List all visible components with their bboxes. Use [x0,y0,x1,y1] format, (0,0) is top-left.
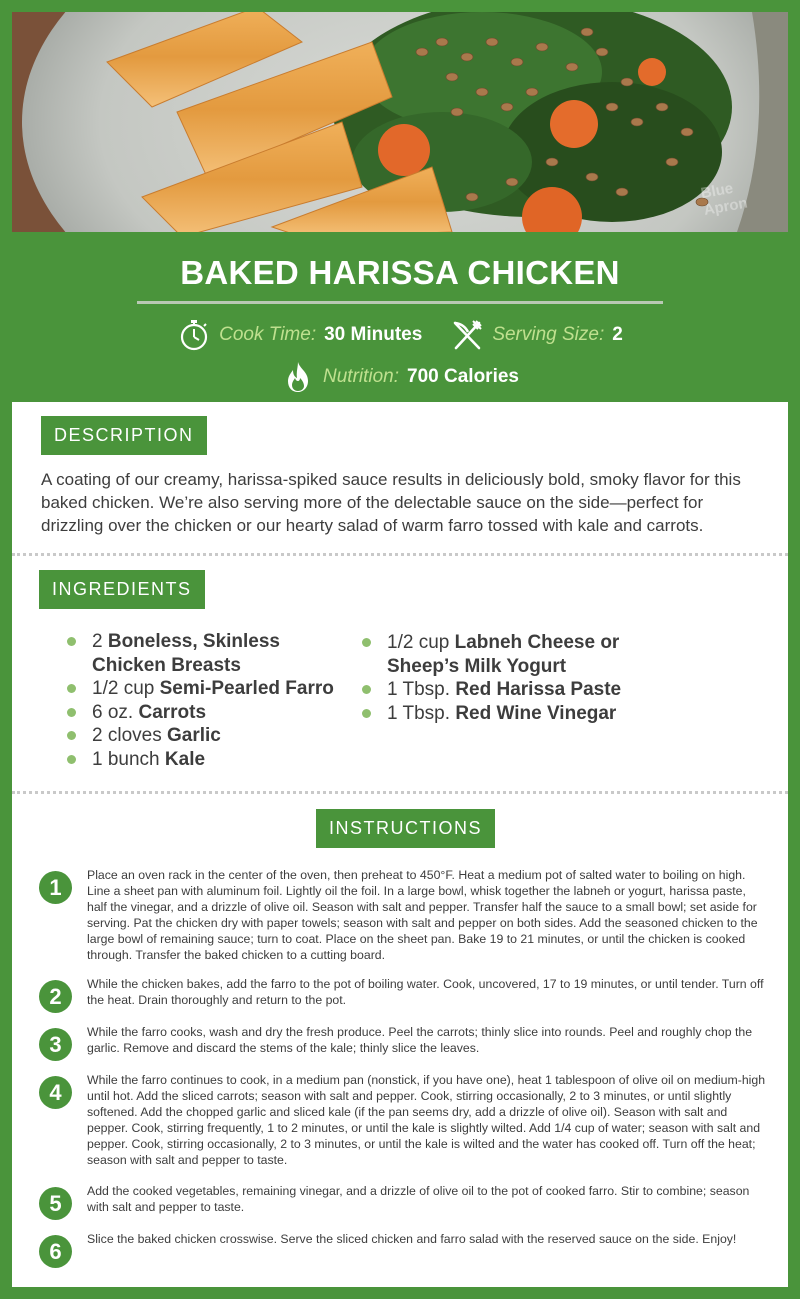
flame-icon [281,360,315,394]
ingredients-heading: INGREDIENTS [39,570,205,609]
recipe-header [0,232,800,402]
step-number: 2 [39,980,72,1013]
dish-illustration [12,12,788,232]
step-number: 3 [39,1028,72,1061]
serving-size-label: Serving Size: [492,324,605,345]
ingredient-item: 2 cloves Garlic [67,724,347,748]
step-number: 1 [39,871,72,904]
serving-size-value: 2 [612,324,623,345]
step-text: While the chicken bakes, add the farro to the pot of boiling water. Cook, uncovered, 17 to 19 minutes, or until tender. Turn off the heat. Drain thoroughly and return to the pot. [87,977,764,1007]
step-number: 5 [39,1187,72,1220]
title-divider [137,301,663,304]
description-text: A coating of our creamy, harissa-spiked sauce results in deliciously bold, smoky flavor for this baked chicken. We’re also serving more of the delectable sauce on the side—perfect for drizzling over the chicken or our hearty salad of warm farro tossed with kale and carrots. [41,470,741,535]
nutrition-label: Nutrition: [323,366,400,387]
ingredient-item: 1 Tbsp. Red Harissa Paste [362,678,632,702]
step-number: 4 [39,1076,72,1109]
serving-size [450,318,623,352]
ingredient-item: 2 Boneless, Skinless Chicken Breasts [67,630,347,677]
ingredients-list-right [362,631,632,725]
ingredients-list-left [67,630,347,771]
photo-watermark: Blue Apron [699,179,749,219]
section-divider [12,791,788,794]
step-text: While the farro cooks, wash and dry the fresh produce. Peel the carrots; thinly slice into rounds. Peel and roughly chop the garlic. Remove and discard the stems of the kale; thinly slice the leaves. [87,1025,753,1055]
instructions-heading: INSTRUCTIONS [316,809,495,848]
ingredient-item: 1 bunch Kale [67,748,347,772]
recipe-card [12,402,788,1287]
nutrition [281,360,519,394]
step-text: Add the cooked vegetables, remaining vinegar, and a drizzle of olive oil to the pot of cooked farro. Stir to combine; season with salt and pepper to taste. [87,1184,750,1214]
meta-row-primary [0,318,800,352]
step-text: Place an oven rack in the center of the oven, then preheat to 450°F. Heat a medium pot of salted water to boiling on high. Line a sheet pan with aluminum foil. Lightly oil the foil. In a large bowl, whisk together the labneh or yogurt, harissa paste, half the vinegar, and a drizzle of olive oil. Season with salt and pepper. Transfer half the sauce to a small bowl; set aside for serving. Pat the chicken dry with paper towels; season with salt and pepper on both sides. Add the seasoned chicken to the large bowl of remaining sauce; turn to coat. Place on the sheet pan. Bake 19 to 21 minutes, or until the chicken is cooked through. Transfer the baked chicken to a cutting board. [87,868,758,962]
ingredient-item: 1/2 cup Labneh Cheese or Sheep’s Milk Yogurt [362,631,632,678]
meta-row-secondary [0,360,800,394]
nutrition-value: 700 Calories [407,366,519,387]
ingredient-item: 1 Tbsp. Red Wine Vinegar [362,702,632,726]
hero-photo [12,12,788,232]
step-number: 6 [39,1235,72,1268]
section-divider [12,553,788,556]
ingredient-item: 1/2 cup Semi-Pearled Farro [67,677,347,701]
stopwatch-icon [177,318,211,352]
cook-time [177,318,422,352]
cook-time-value: 30 Minutes [324,324,423,345]
fork-knife-icon [450,318,484,352]
step-text: While the farro continues to cook, in a medium pan (nonstick, if you have one), heat 1 tablespoon of olive oil on medium-high until hot. Add the sliced carrots; season with salt and pepper. Cook, stirring occasionally, 2 to 3 minutes, or until slightly softened. Add the chopped garlic and sliced kale (if the pan seems dry, add a drizzle of olive oil). Season with salt and pepper. Cook, stirring frequently, 1 to 2 minutes, or until the kale is slightly wilted. Add 1/4 cup of water; season with salt and pepper. Cook, stirring occasionally, 2 to 3 minutes, or until the kale is wilted and the water has cooked off. Turn off the heat; season with salt and pepper to taste. [87,1073,766,1167]
step-text: Slice the baked chicken crosswise. Serve the sliced chicken and farro salad with the reserved sauce on the side. Enjoy! [87,1232,737,1246]
recipe-title: BAKED HARISSA CHICKEN [180,254,620,291]
ingredient-item: 6 oz. Carrots [67,701,347,725]
description-heading: DESCRIPTION [41,416,207,455]
cook-time-label: Cook Time: [219,324,317,345]
